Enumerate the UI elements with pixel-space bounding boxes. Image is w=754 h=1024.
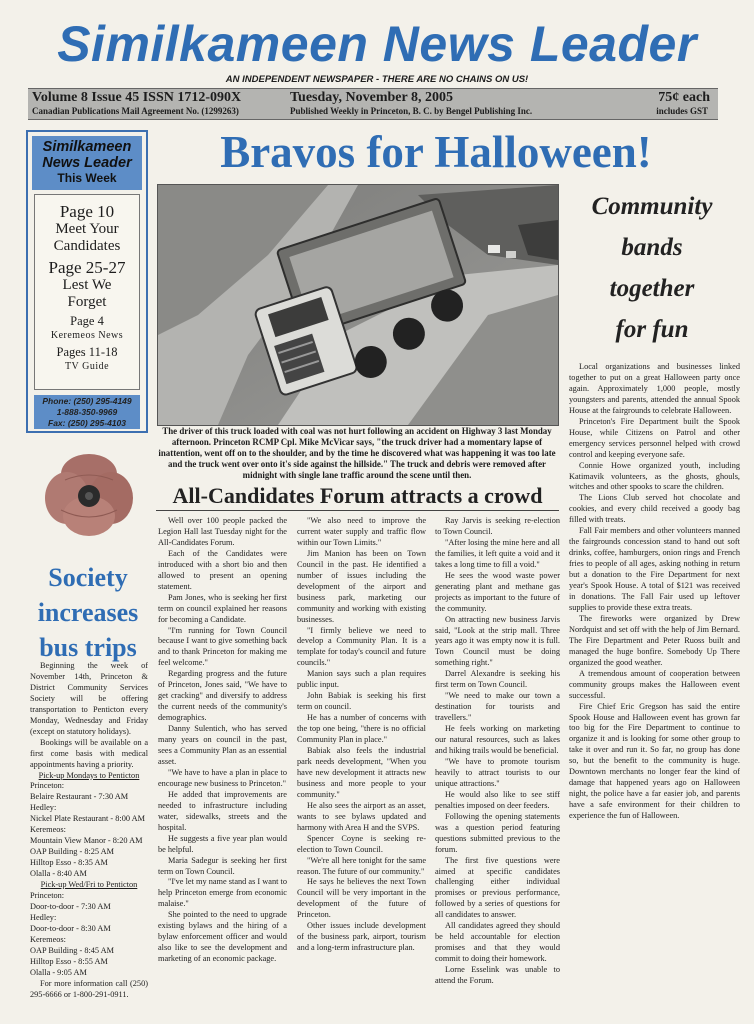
paragraph: Princeton's Fire Department built the Spook House, while Citizens on Patrol and other emergency services personnel helped with crowd control and keeping everyone safe.: [569, 416, 740, 459]
paragraph: Regarding progress and the future of Princeton, Jones said, "We have to get cracking" and diversify to address the current needs of the community's demographics.: [158, 669, 287, 723]
contents-title: Lest We: [62, 277, 112, 293]
truck-accident-photo: [157, 184, 559, 426]
paragraph: Lorne Esselink was unable to attend the Forum.: [435, 965, 560, 986]
community-headline: [560, 186, 744, 350]
schedule-line: OAP Building - 8:25 AM: [30, 847, 115, 857]
schedule-line: Mountain View Manor - 8:20 AM: [30, 836, 143, 846]
contents-page-ref: Page 25-27: [48, 258, 126, 277]
schedule-line: Hedley:: [30, 912, 57, 922]
schedule-line: Princeton:: [30, 891, 65, 901]
phone-number: Phone: (250) 295-4149: [42, 396, 132, 406]
paragraph: Other issues include development of the business park, airport, tourism and a long-term infrastructure plan.: [297, 921, 426, 953]
forum-column-3: [435, 516, 560, 1006]
main-headline: Bravos for Halloween!: [220, 127, 652, 177]
issue-price: 75¢ each: [658, 90, 710, 105]
society-article-body: [30, 661, 148, 1016]
society-headline: [26, 560, 150, 665]
paragraph: Fall Fair members and other volunteers manned the fairgrounds concession stand to hand out soft drinks, coffee, hamburgers, onion rings and French fries to people of all ages, asking nothing in return but a donation to the Fire Department for next year's Spook House. A total of $121 was received in donations. The Fall Fair used up leftover supplies to provide these extra treats.: [569, 526, 740, 612]
forum-column-2: [297, 516, 426, 1006]
gst-note: includes GST: [656, 106, 708, 116]
paragraph: Fire Chief Eric Gregson has said the entire Spook House and Halloween event has grown far too big for the Fire Department to continue to organize it and is looking for some other group to take it over and run it. So far, no group has done so, but the benefit to the community is huge. Downtown merchants no longer fear the kind of damage that happened years ago on Halloween night, the police have a far easier job, and parents have a safe environment for their children to experience the fun of Halloween.: [569, 701, 740, 821]
paragraph: Bookings will be available on a first come basis with medical appointments having a priority.: [30, 737, 148, 769]
paragraph: Following the opening statements was a question period featuring questions submitted previous to the forum.: [435, 811, 560, 854]
this-week-header: [32, 136, 142, 190]
paragraph: "We have to have a plan in place to encourage new business to Princeton.": [158, 767, 287, 788]
paragraph: He has a number of concerns with the top one being, "there is no official Community Plan in place.": [297, 713, 426, 745]
masthead-tagline: AN INDEPENDENT NEWSPAPER - THERE ARE NO CHAINS ON US!: [225, 74, 529, 85]
community-headline-line: Community: [591, 193, 713, 220]
paragraph: He says he believes the next Town Council will be very important in the development of the future of Princeton.: [297, 877, 426, 920]
paragraph: "We have to promote tourism heavily to attract tourists to our unique attractions.": [435, 756, 560, 788]
truck-photo-illustration: [158, 185, 558, 425]
schedule-line: Hilltop Esso - 8:35 AM: [30, 858, 108, 868]
paragraph: He suggests a five year plan would be helpful.: [158, 833, 287, 854]
issue-date: Tuesday, November 8, 2005: [290, 90, 453, 105]
schedule-line: OAP Building - 8:45 AM: [30, 945, 115, 955]
paragraph: Local organizations and businesses linked together to put on a great Halloween party once again. Approximately 1,000 people, mostly youngsters and parents, attended the annual Spook House at the fairgrounds to celebrate Halloween.: [569, 362, 740, 415]
paragraph: He would also like to see stiff penalties imposed on deer feeders.: [435, 789, 560, 810]
paragraph: "We're all here tonight for the same reason. The future of our community.": [297, 855, 426, 876]
paragraph: The Lions Club served hot chocolate and cookies, and every child received a goody bag filled with treats.: [569, 493, 740, 525]
contents-title: Keremeos News: [50, 330, 124, 341]
paragraph: The fireworks were organized by Drew Nordquist and set off with the help of Jim Bernard. The Fire Department and Peter Ruoss built and managed the huge bonfire. Somebody Up There organized the good weather.: [569, 613, 740, 667]
photo-caption: The driver of this truck loaded with coal was not hurt following an accident on Highway 3 last Monday afternoon. Princeton RCMP Cpl. Mike McVicar says, "the truck driver had a momentary lapse of inattention, went off on to the shoulder, and by the time he discovered what was happening it was too late and the truck went over onto it's side against the hillside." The truck and debris were removed after midnight with single lane traffic around the scene until then.: [158, 426, 556, 480]
paragraph: Well over 100 people packed the Legion Hall last Tuesday night for the All-Candidates Forum.: [158, 516, 287, 547]
schedule-line: Belaire Restaurant - 7:30 AM: [30, 792, 129, 802]
publisher-line: Published Weekly in Princeton, B. C. by Bengel Publishing Inc.: [290, 106, 533, 116]
paragraph: Spencer Coyne is seeking re-election to Town Council.: [297, 833, 426, 854]
paragraph: For more information call (250) 295-6666 or 1-800-291-0911.: [30, 978, 148, 999]
schedule-heading: Pick-up Mondays to Penticton: [38, 770, 140, 780]
this-week-label: This Week: [57, 171, 117, 185]
contents-title: Forget: [67, 294, 107, 310]
paragraph: "We need to make our town a destination for tourists and travellers.": [435, 691, 560, 723]
community-headline-line: for fun: [615, 316, 689, 343]
this-week-contents: [34, 194, 140, 390]
newspaper-masthead: Similkameen News Leader: [57, 16, 697, 72]
paragraph: On attracting new business Jarvis said, "Look at the strip mall. Three years ago it was empty now it is full. Town Council must be doing something right.": [435, 614, 560, 668]
paragraph: Darrel Alexandre is seeking his first term on Town Council.: [435, 669, 560, 690]
schedule-line: Door-to-door - 7:30 AM: [30, 901, 111, 911]
forum-column-1: [158, 516, 287, 1006]
tollfree-number: 1-888-350-9969: [56, 407, 118, 417]
schedule-line: Olalla - 8:40 AM: [30, 869, 87, 879]
paragraph: All candidates agreed they should be held accountable for election promises and that they would commit to doing their homework.: [435, 921, 560, 964]
schedule-line: Princeton:: [30, 781, 65, 791]
mail-agreement: Canadian Publications Mail Agreement No. (1299263): [32, 106, 239, 116]
schedule-heading: Pick-up Wed/Fri to Penticton: [40, 880, 138, 890]
paragraph: He also sees the airport as an asset, wants to see bylaws updated and harmony with Area H and the SVPS.: [297, 800, 426, 832]
paragraph: Danny Sulentich, who has served many years on council in the past, sees a Community Plan as an essential asset.: [158, 724, 287, 766]
contents-page-ref: Page 4: [70, 314, 104, 328]
fax-number: Fax: (250) 295-4103: [48, 418, 126, 428]
society-headline-line: increases: [37, 598, 139, 627]
schedule-line: Olalla - 9:05 AM: [30, 967, 87, 977]
schedule-line: Keremeos:: [30, 825, 66, 835]
paragraph: "We also need to improve the current water supply and traffic flow within our Town Limits.": [297, 516, 426, 547]
paragraph: Each of the Candidates were introduced with a short bio and then allowed to present an opening statement.: [158, 548, 287, 591]
paragraph: The first five questions were aimed at specific candidates challenging either individual promises or previous performance, followed by a series of questions for all candidates to answer.: [435, 855, 560, 920]
paragraph: "I firmly believe we need to develop a Community Plan. It is a template for today's council and future councils.": [297, 625, 426, 668]
contents-title: TV Guide: [64, 361, 110, 372]
paragraph: Jim Manion has been on Town Council in the past. He identified a number of issues including the development of the airport and business park, marketing our community and working with existing businesses.: [297, 548, 426, 624]
society-headline-line: bus trips: [39, 633, 137, 662]
paragraph: Beginning the week of November 14th, Princeton & District Community Services Society will be offering transportation to Penticton every Monday, Wednesday and Friday (except on statutory holidays).: [30, 661, 148, 736]
this-week-box: [26, 130, 148, 433]
forum-headline: All-Candidates Forum attracts a crowd: [172, 483, 543, 508]
brand-line-2: News Leader: [42, 155, 132, 171]
paragraph: She pointed to the need to upgrade existing bylaws and the hiring of a bylaw enforcement officer and would also like to see the development and marketing of an economic package.: [158, 910, 287, 964]
contents-page-ref: Pages 11-18: [56, 345, 118, 359]
contact-numbers: [34, 395, 140, 429]
contents-title: Candidates: [53, 238, 121, 254]
paragraph: Pam Jones, who is seeking her first term on council explained her reasons for becoming a Candidate.: [158, 592, 287, 624]
community-headline-line: together: [609, 275, 695, 302]
poppy-illustration: [45, 450, 133, 540]
paragraph: Ray Jarvis is seeking re-election to Town Council.: [435, 516, 560, 536]
society-headline-line: Society: [48, 563, 128, 592]
paragraph: A tremendous amount of cooperation between community groups makes the Halloween event successful.: [569, 668, 740, 700]
schedule-line: Hedley:: [30, 803, 57, 813]
contents-title: Meet Your: [55, 221, 119, 237]
community-article-body: [569, 362, 740, 1012]
paragraph: "I'm running for Town Council because I want to give something back and to thank Princeton for making me feel welcome.": [158, 625, 287, 668]
brand-line-1: Similkameen: [42, 139, 132, 155]
paragraph: "I've let my name stand as I want to help Princeton emerge from economic malaise.": [158, 877, 287, 909]
schedule-line: Nickel Plate Restaurant - 8:00 AM: [30, 814, 145, 824]
community-headline-line: bands: [621, 234, 683, 261]
contents-page-ref: Page 10: [59, 202, 115, 221]
issue-info-bar: [28, 88, 718, 120]
paragraph: John Babiak is seeking his first term on council.: [297, 691, 426, 712]
schedule-line: Hilltop Esso - 8:55 AM: [30, 956, 108, 966]
paragraph: He added that improvements are needed to infrastructure including water, sidewalks, streets and the hospital.: [158, 789, 287, 832]
paragraph: He sees the wood waste power generating plant and methane gas projects as important to the future of the community.: [435, 570, 560, 613]
paragraph: He feels working on marketing our natural resources, such as lakes and hiking trails would be beneficial.: [435, 724, 560, 756]
paragraph: Babiak also feels the industrial park needs development, "When you have new development it attracts new business and more people to your community.": [297, 746, 426, 799]
volume-issue: Volume 8 Issue 45 ISSN 1712-090X: [32, 90, 242, 105]
schedule-line: Keremeos:: [30, 934, 66, 944]
poppy-icon: [45, 450, 133, 540]
paragraph: Maria Sadegur is seeking her first term on Town Council.: [158, 855, 287, 876]
paragraph: Manion says such a plan requires public input.: [297, 669, 426, 690]
paragraph: Connie Howe organized youth, including Katimavik volunteers, as the ghosts, ghouls, witches and other spooks to scare the children.: [569, 460, 740, 492]
forum-headline-rule: [156, 510, 559, 511]
schedule-line: Door-to-door - 8:30 AM: [30, 923, 111, 933]
paragraph: "After losing the mine here and all the families, it left quite a void and it takes a long time to fill a void.": [435, 537, 560, 569]
